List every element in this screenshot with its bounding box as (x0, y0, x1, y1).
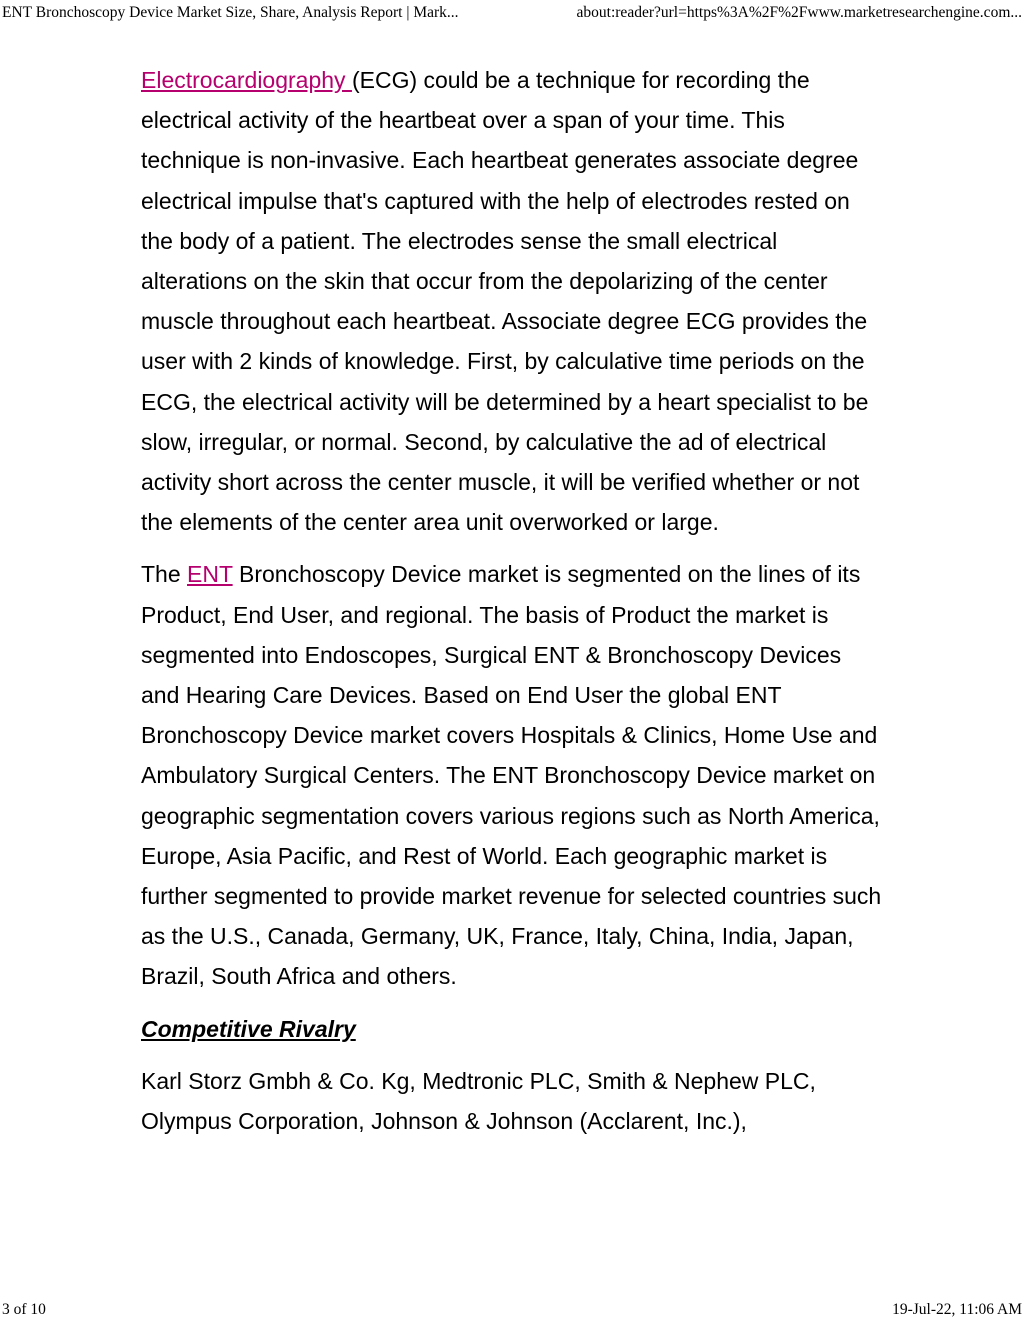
paragraph-segmentation-prefix: The (141, 561, 188, 588)
paragraph-ecg (141, 60, 883, 542)
document-url: about:reader?url=https%3A%2F%2Fwww.marketresearchengine.com... (576, 4, 1022, 21)
competitive-rivalry-heading: Competitive Rivalry (141, 1015, 356, 1042)
paragraph-competitors: Karl Storz Gmbh & Co. Kg, Medtronic PLC, Smith & Nephew PLC, Olympus Corporation, Johnson & Johnson (Acclarent, Inc.), (141, 1067, 816, 1135)
ent-link[interactable]: ENT (187, 561, 233, 588)
print-header (0, 0, 1024, 26)
article-body (141, 60, 883, 1153)
paragraph-ecg-text: (ECG) could be a technique for recording the electrical activity of the heartbeat over a span of your time. This technique is non-invasive. Each heartbeat generates associate degree electrical impulse that's captured with the help of electrodes rested on the body of a patient. The electrodes sense the small electrical alterations on the skin that occur from the depolarizing of the center muscle throughout each heartbeat. Associate degree ECG provides the user with 2 kinds of knowledge. First, by calculative time periods on the ECG, the electrical activity will be determined by a heart specialist to be slow, irregular, or normal. Second, by calculative the ad of electrical activity short across the center muscle, it will be verified whether or not the elements of the center area unit overworked or large. (141, 67, 869, 536)
paragraph-segmentation-text: Bronchoscopy Device market is segmented on the lines of its Product, End User, and regional. The basis of Product the market is segmented into Endoscopes, Surgical ENT & Bronchoscopy Devices and Hearing Care Devices. Based on End User the global ENT Bronchoscopy Device market covers Hospitals & Clinics, Home Use and Ambulatory Surgical Centers. The ENT Bronchoscopy Device market on geographic segmentation covers various regions such as North America, Europe, Asia Pacific, and Rest of World. Each geographic market is further segmented to provide market revenue for selected countries such as the U.S., Canada, Germany, UK, France, Italy, China, India, Japan, Brazil, South Africa and others. (141, 561, 882, 990)
electrocardiography-link[interactable]: Electrocardiography (141, 67, 352, 93)
document-title: ENT Bronchoscopy Device Market Size, Share, Analysis Report | Mark... (2, 4, 459, 21)
print-datetime: 19-Jul-22, 11:06 AM (892, 1301, 1022, 1318)
paragraph-segmentation (141, 554, 883, 996)
print-footer (0, 1299, 1024, 1325)
page-number: 3 of 10 (2, 1301, 46, 1318)
